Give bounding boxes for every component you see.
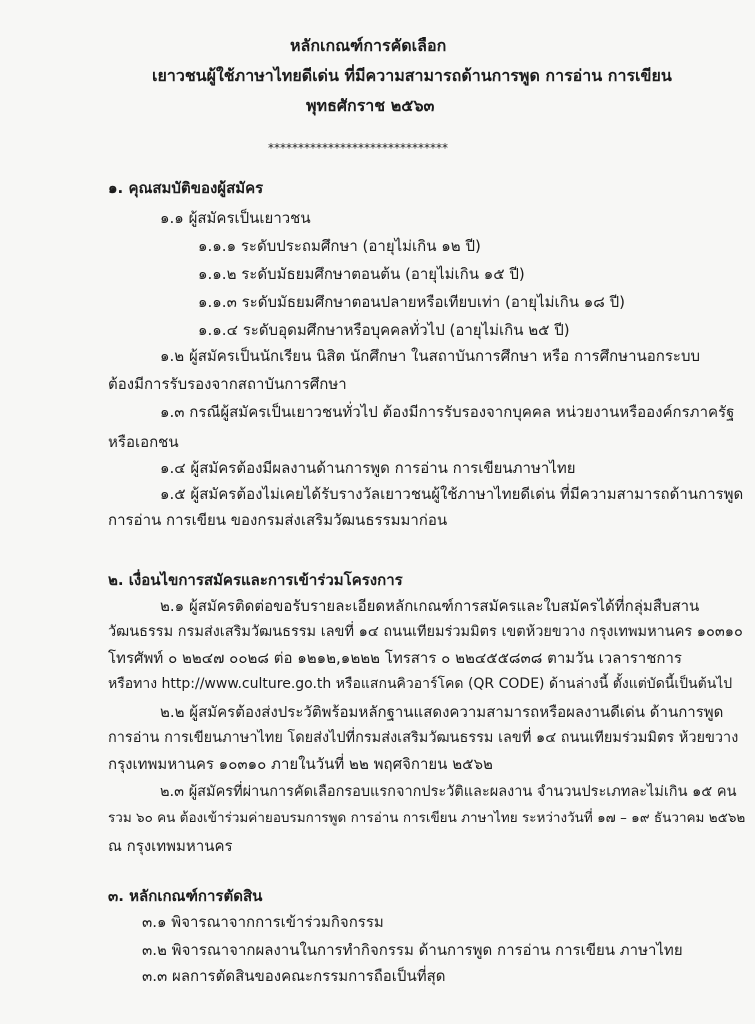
item-3-2: ๓.๒ พิจารณาจากผลงานในการทำกิจกรรม ด้านการพูด การอ่าน การเขียน ภาษาไทย <box>142 941 683 959</box>
title-separator: ****************************** <box>268 141 448 155</box>
item-1-1-2: ๑.๑.๒ ระดับมัธยมศึกษาตอนต้น (อายุไม่เกิน ๑๕ ปี) <box>198 265 525 283</box>
item-2-1-line4: หรือทาง http://www.culture.go.th หรือแสกนคิวอาร์โคด (QR CODE) ด้านล่างนี้ ตั้งแต่บัดนี้เป็นต้นไป <box>108 676 733 692</box>
item-1-1-3: ๑.๑.๓ ระดับมัธยมศึกษาตอนปลายหรือเทียบเท่า (อายุไม่เกิน ๑๘ ปี) <box>198 293 625 311</box>
item-2-2-line2: การอ่าน การเขียนภาษาไทย โดยส่งไปที่กรมส่งเสริมวัฒนธรรม เลขที่ ๑๔ ถนนเทียมร่วมมิตร ห้วยขวาง <box>108 730 739 746</box>
item-2-1-line2: วัฒนธรรม กรมส่งเสริมวัฒนธรรม เลขที่ ๑๔ ถนนเทียมร่วมมิตร เขตห้วยขวาง กรุงเทพมหานคร ๑๐๓๑๐ <box>108 624 743 640</box>
item-2-1-line3: โทรศัพท์ ๐ ๒๒๔๗ ๐๐๒๘ ต่อ ๑๒๑๒,๑๒๒๒ โทรสาร ๐ ๒๒๔๕๕๘๓๘ ตามวัน เวลาราชการ <box>108 649 682 667</box>
item-3-1: ๓.๑ พิจารณาจากการเข้าร่วมกิจกรรม <box>142 913 384 931</box>
item-1-2-line2: ต้องมีการรับรองจากสถาบันการศึกษา <box>108 375 347 393</box>
item-1-3-line1: ๑.๓ กรณีผู้สมัครเป็นเยาวชนทั่วไป ต้องมีการรับรองจากบุคคล หน่วยงานหรือองค์กรภาครัฐ <box>160 403 735 421</box>
item-2-1-line1: ๒.๑ ผู้สมัครติดต่อขอรับรายละเอียดหลักเกณฑ์การสมัครและใบสมัครได้ที่กลุ่มสืบสาน <box>160 597 700 615</box>
section1-heading: ๑. คุณสมบัติของผู้สมัคร <box>108 179 264 197</box>
item-2-2-line3: กรุงเทพมหานคร ๑๐๓๑๐ ภายในวันที่ ๒๒ พฤศจิกายน ๒๕๖๒ <box>108 755 493 773</box>
section2-heading: ๒. เงื่อนไขการสมัครและการเข้าร่วมโครงการ <box>108 571 403 589</box>
item-1-1-1: ๑.๑.๑ ระดับประถมศึกษา (อายุไม่เกิน ๑๒ ปี) <box>198 237 481 255</box>
doc-title-line1: หลักเกณฑ์การคัดเลือก <box>290 36 447 55</box>
item-1-3-line2: หรือเอกชน <box>108 433 179 451</box>
item-2-3-line2: รวม ๖๐ คน ต้องเข้าร่วมค่ายอบรมการพูด การอ่าน การเขียน ภาษาไทย ระหว่างวันที่ ๑๗ – ๑๙ ธันวาคม ๒๕๖๒ <box>108 810 746 826</box>
doc-title-line2: เยาวชนผู้ใช้ภาษาไทยดีเด่น ที่มีความสามารถด้านการพูด การอ่าน การเขียน <box>152 66 672 85</box>
item-2-2-line1: ๒.๒ ผู้สมัครต้องส่งประวัติพร้อมหลักฐานแสดงความสามารถหรือผลงานดีเด่น ด้านการพูด <box>160 703 724 721</box>
item-1-5-line1: ๑.๕ ผู้สมัครต้องไม่เคยได้รับรางวัลเยาวชนผู้ใช้ภาษาไทยดีเด่น ที่มีความสามารถด้านการพูด <box>160 485 744 503</box>
item-1-1-4: ๑.๑.๔ ระดับอุดมศึกษาหรือบุคคลทั่วไป (อายุไม่เกิน ๒๕ ปี) <box>198 321 570 339</box>
item-1-4: ๑.๔ ผู้สมัครต้องมีผลงานด้านการพูด การอ่าน การเขียนภาษาไทย <box>160 459 576 477</box>
item-2-3-line3: ณ กรุงเทพมหานคร <box>108 837 233 855</box>
item-1-1: ๑.๑ ผู้สมัครเป็นเยาวชน <box>160 209 311 227</box>
section3-heading: ๓. หลักเกณฑ์การตัดสิน <box>108 887 263 905</box>
doc-title-line3: พุทธศักราช ๒๕๖๓ <box>306 96 435 115</box>
item-1-2-line1: ๑.๒ ผู้สมัครเป็นนักเรียน นิสิต นักศึกษา ในสถาบันการศึกษา หรือ การศึกษานอกระบบ <box>160 347 700 365</box>
item-3-3: ๓.๓ ผลการตัดสินของคณะกรรมการถือเป็นที่สุด <box>142 967 446 985</box>
item-1-5-line2: การอ่าน การเขียน ของกรมส่งเสริมวัฒนธรรมมาก่อน <box>108 511 448 529</box>
item-2-3-line1: ๒.๓ ผู้สมัครที่ผ่านการคัดเลือกรอบแรกจากประวัติและผลงาน จำนวนประเภทละไม่เกิน ๑๕ คน <box>160 784 737 800</box>
